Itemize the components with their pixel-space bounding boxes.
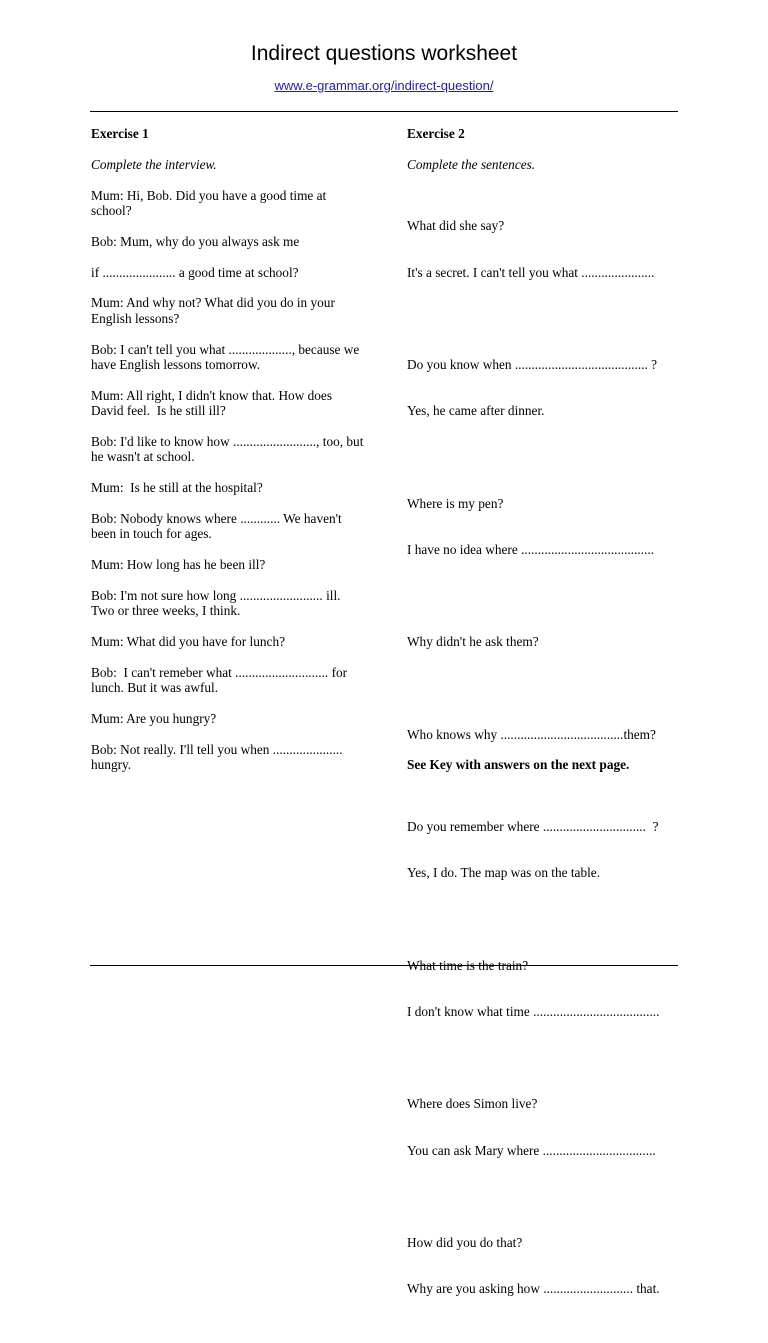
exercise-2-title: Exercise 2 xyxy=(407,126,465,141)
sentence-answer: I have no idea where ........................................ xyxy=(407,541,655,557)
sentence-item xyxy=(407,604,679,681)
page-title: Indirect questions worksheet xyxy=(250,42,518,65)
dialogue-line: Bob: Not really. I'll tell you when ..................... hungry. xyxy=(91,742,346,773)
dialogue-line: Mum: Hi, Bob. Did you have a good time at school? xyxy=(91,187,330,218)
dialogue-line: if ...................... a good time at school? xyxy=(91,264,299,280)
exercise-1-column xyxy=(91,126,365,788)
dialogue-line: Mum: Is he still at the hospital? xyxy=(91,480,263,496)
dialogue-line: Bob: Nobody knows where ............ We haven't been in touch for ages. xyxy=(91,511,346,542)
dialogue-line: Bob: I'd like to know how ........................., too, but he wasn't at school. xyxy=(91,434,367,465)
sentence-item xyxy=(407,1204,679,1327)
sentence-answer: Why are you asking how ........................... that. xyxy=(407,1281,660,1297)
dialogue-line: Mum: How long has he been ill? xyxy=(91,557,266,573)
sentence-item xyxy=(407,465,679,588)
sentence-prompt: Do you know when ........................................ ? xyxy=(407,357,658,373)
dialogue-line: Mum: All right, I didn't know that. How does David feel. Is he still ill? xyxy=(91,387,336,419)
sentence-answer: It's a secret. I can't tell you what ...................... xyxy=(407,264,655,280)
sentence-item xyxy=(407,1066,679,1189)
sentence-prompt: What did she say? xyxy=(407,218,505,234)
sentence-item xyxy=(407,188,679,311)
dialogue-line: Mum: What did you have for lunch? xyxy=(91,634,285,650)
sentence-answer: You can ask Mary where .................................. xyxy=(407,1142,656,1158)
source-url-link[interactable]: www.e-grammar.org/indirect-question/ xyxy=(274,78,494,93)
bottom-divider xyxy=(90,965,678,966)
sentence-item xyxy=(407,927,679,1050)
source-url-line xyxy=(0,77,768,95)
sentence-answer: Yes, I do. The map was on the table. xyxy=(407,865,601,881)
dialogue-line: Bob: I can't tell you what ..................., because we have English lessons tomorrow. xyxy=(91,341,363,372)
dialogue-line: Bob: I'm not sure how long ......................... ill. Two or three weeks, I think. xyxy=(91,588,344,619)
exercise-1-instruction: Complete the interview. xyxy=(91,156,217,172)
sentence-prompt: Who knows why .....................................them? xyxy=(407,726,656,742)
exercise-1-title: Exercise 1 xyxy=(91,126,149,141)
sentence-answer: I don't know what time ...................................... xyxy=(407,1004,660,1020)
sentence-prompt: Where is my pen? xyxy=(407,495,504,511)
sentence-prompt: How did you do that? xyxy=(407,1235,523,1251)
sentence-item xyxy=(407,788,679,911)
dialogue-line: Mum: And why not? What did you do in your English lessons? xyxy=(91,295,339,326)
dialogue-line: Bob: Mum, why do you always ask me xyxy=(91,233,300,249)
dialogue-line: Bob: I can't remeber what ............................ for lunch. But it was awful. xyxy=(91,665,351,696)
sentence-prompt: What time is the train? xyxy=(407,957,529,973)
answer-key-note: See Key with answers on the next page. xyxy=(407,757,630,772)
sentence-answer: Yes, he came after dinner. xyxy=(407,403,545,419)
top-divider xyxy=(90,111,678,112)
dialogue-line: Mum: Are you hungry? xyxy=(91,711,217,727)
exercise-2-column xyxy=(407,126,679,1343)
exercise-2-instruction: Complete the sentences. xyxy=(407,156,536,172)
sentence-prompt: Where does Simon live? xyxy=(407,1096,538,1112)
sentence-prompt: Do you remember where ............................... ? xyxy=(407,819,659,835)
sentence-prompt: Why didn't he ask them? xyxy=(407,634,539,650)
sentence-item xyxy=(407,326,679,449)
